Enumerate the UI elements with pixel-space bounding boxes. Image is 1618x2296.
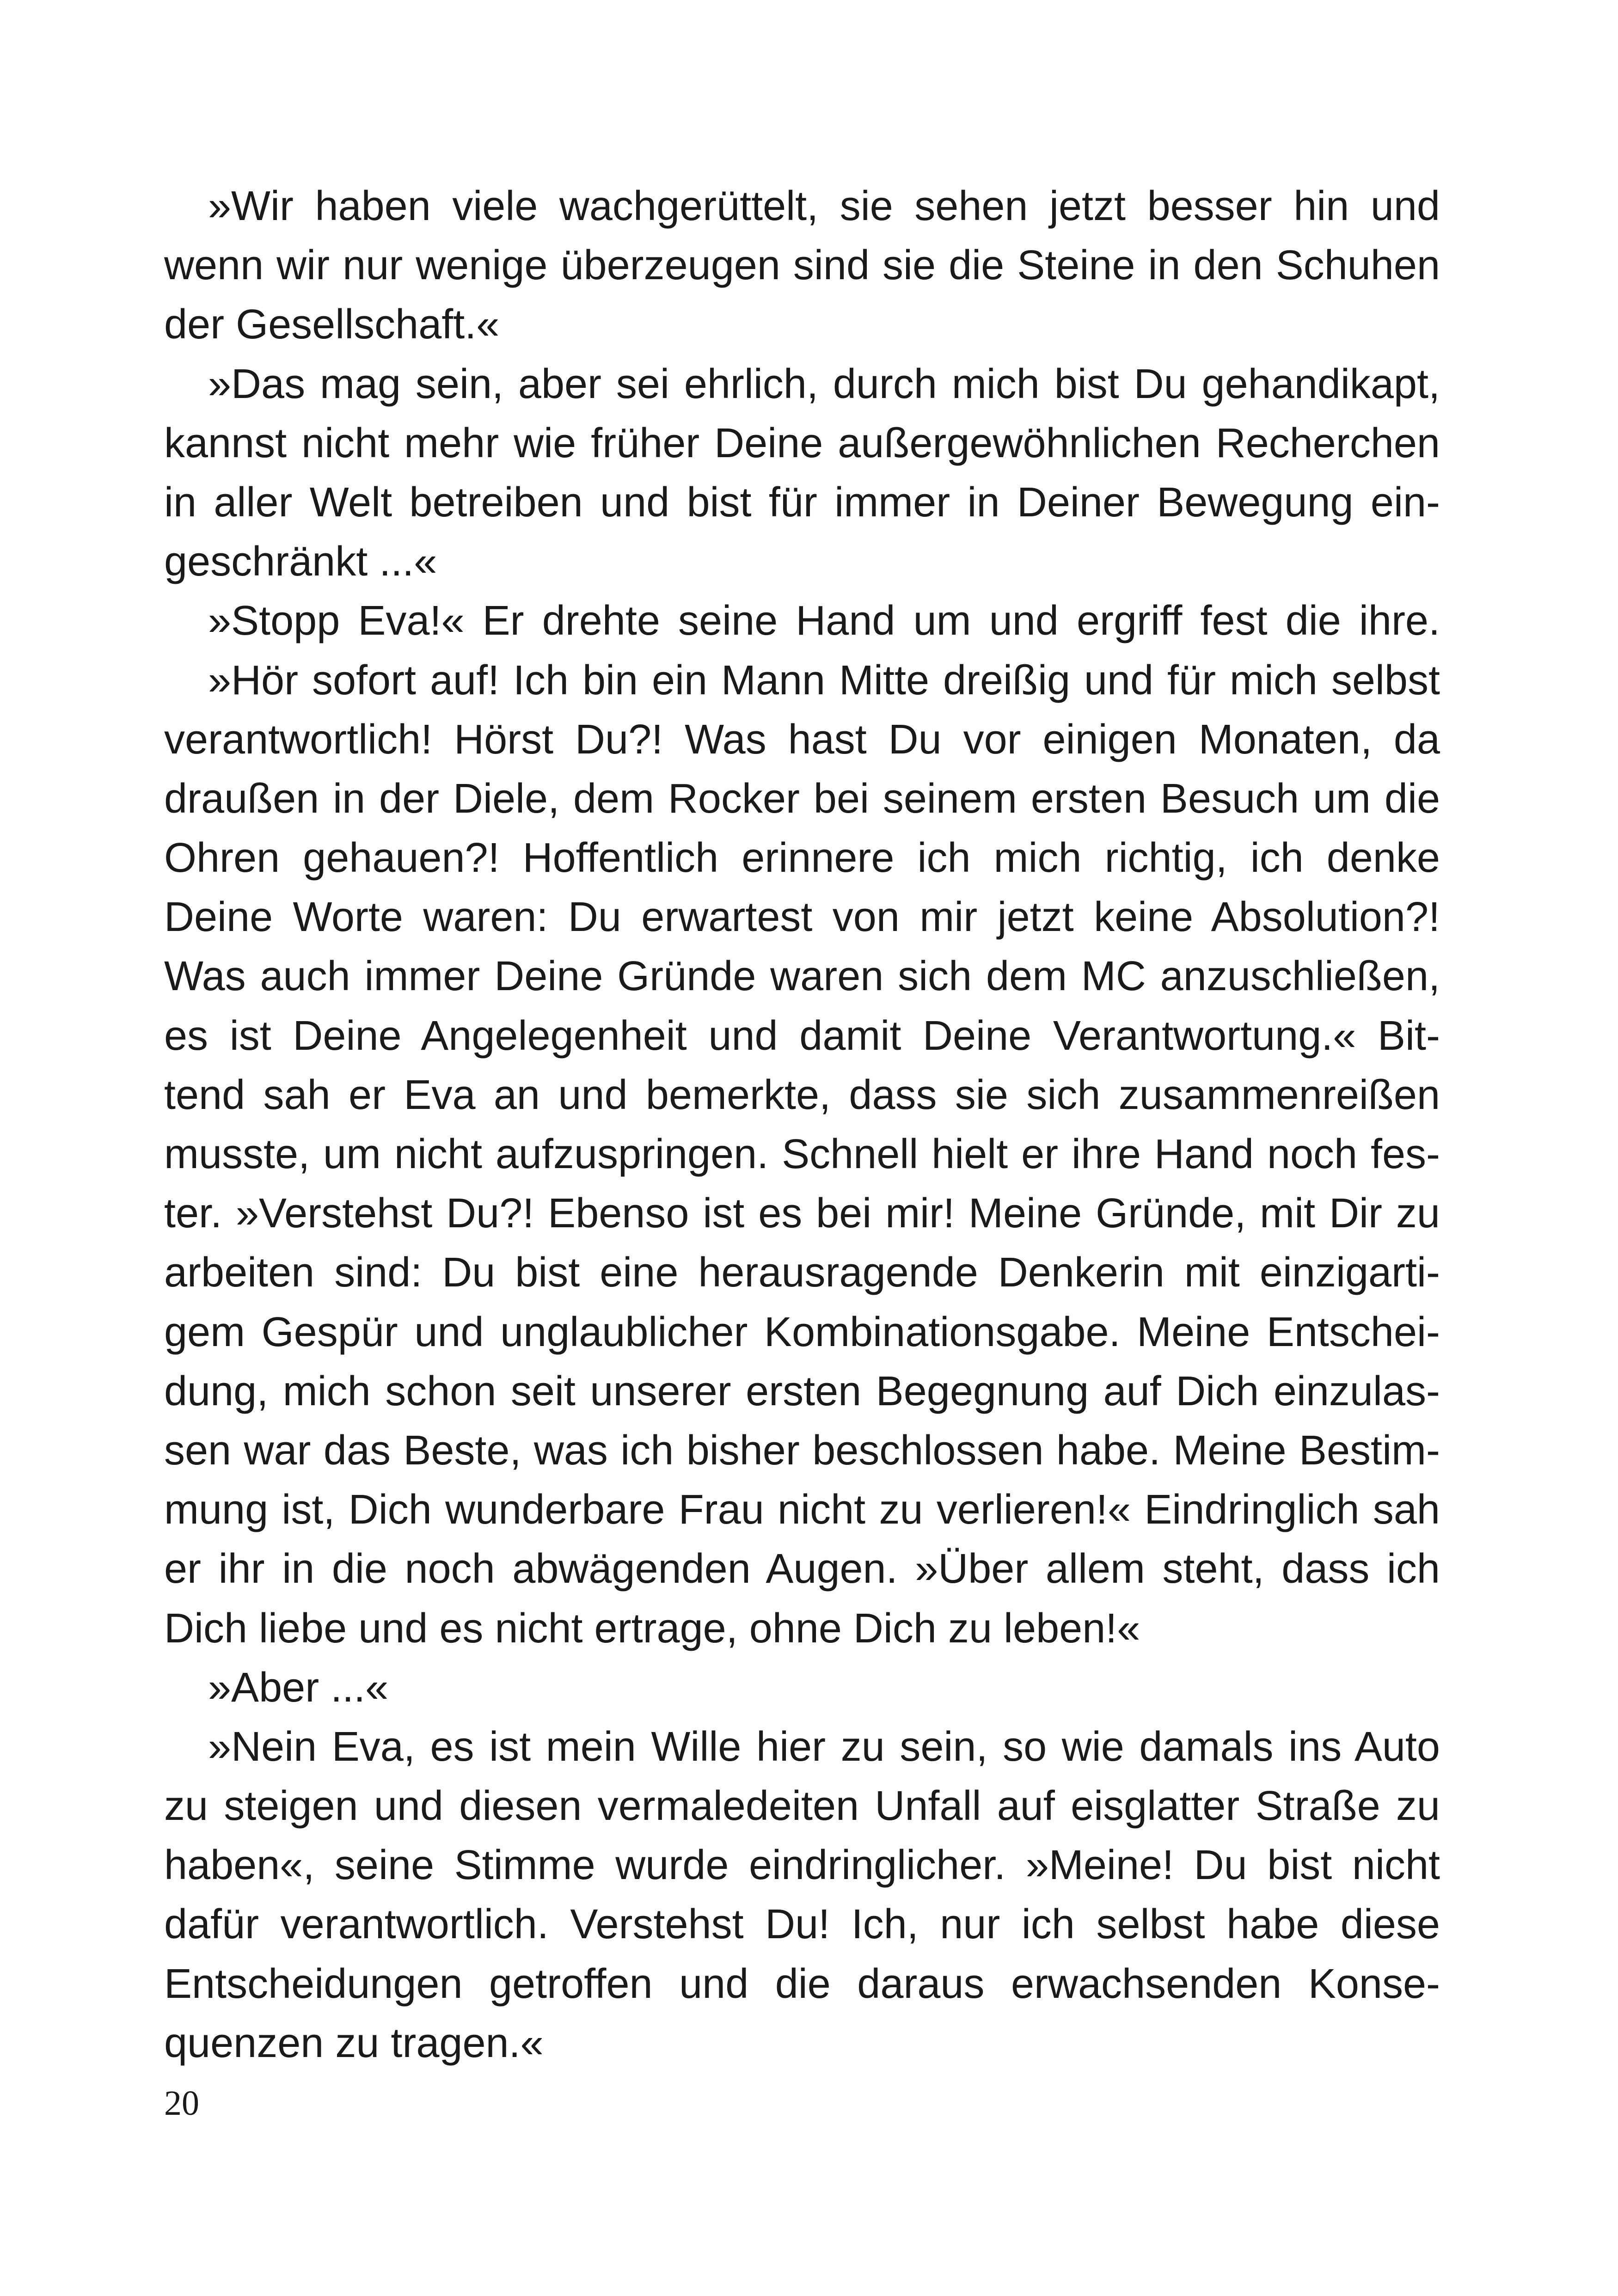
text-line: gem Gespür und unglaublicher Kombinationsgabe. Meine Entschei- (164, 1309, 1440, 1355)
text-line: »Aber ...« (208, 1664, 389, 1711)
text-line: »Wir haben viele wachgerüttelt, sie sehen jetzt besser hin und (208, 183, 1440, 229)
text-line: Entscheidungen getroffen und die daraus erwachsenden Konse- (164, 1960, 1440, 2007)
text-line: dung, mich schon seit unserer ersten Begegnung auf Dich einzulas- (164, 1368, 1440, 1414)
text-line: es ist Deine Angelegenheit und damit Deine Verantwortung.« Bit- (164, 1012, 1440, 1059)
text-line: der Gesellschaft.« (164, 301, 500, 348)
text-line: Was auch immer Deine Gründe waren sich dem MC anzuschließen, (164, 953, 1440, 1000)
text-line: er ihr in die noch abwägenden Augen. »Über allem steht, dass ich (164, 1546, 1440, 1592)
text-line: Dich liebe und es nicht ertrage, ohne Dich zu leben!« (164, 1605, 1140, 1652)
text-line: kannst nicht mehr wie früher Deine außergewöhnlichen Recherchen (164, 420, 1440, 466)
text-line: zu steigen und diesen vermaledeiten Unfall auf eisglatter Straße zu (164, 1783, 1440, 1830)
text-line: in aller Welt betreiben und bist für immer in Deiner Bewegung ein- (164, 479, 1440, 526)
text-line: sen war das Beste, was ich bisher beschlossen habe. Meine Bestim- (164, 1427, 1440, 1474)
page-number: 20 (164, 2084, 199, 2123)
text-line: quenzen zu tragen.« (164, 2020, 544, 2066)
text-line: draußen in der Diele, dem Rocker bei seinem ersten Besuch um die (164, 775, 1440, 822)
text-line: Ohren gehauen?! Hoffentlich erinnere ich mich richtig, ich denke (164, 835, 1440, 882)
text-line: musste, um nicht aufzuspringen. Schnell hielt er ihre Hand noch fes- (164, 1131, 1440, 1177)
text-line: verantwortlich! Hörst Du?! Was hast Du vor einigen Monaten, da (164, 716, 1440, 763)
text-line: Deine Worte waren: Du erwartest von mir jetzt keine Absolution?! (164, 894, 1440, 941)
body-text (164, 177, 1440, 2073)
text-line: dafür verantwortlich. Verstehst Du! Ich, nur ich selbst habe diese (164, 1901, 1440, 1948)
text-line: geschränkt ...« (164, 539, 437, 585)
text-line: haben«, seine Stimme wurde eindringlicher. »Meine! Du bist nicht (164, 1842, 1440, 1889)
text-line: ter. »Verstehst Du?! Ebenso ist es bei mir! Meine Gründe, mit Dir zu (164, 1190, 1440, 1237)
text-line: wenn wir nur wenige überzeugen sind sie die Steine in den Schuhen (164, 242, 1440, 289)
text-line: »Stopp Eva!« Er drehte seine Hand um und ergriff fest die ihre. (208, 598, 1440, 644)
text-line: »Nein Eva, es ist mein Wille hier zu sein, so wie damals ins Auto (208, 1723, 1440, 1770)
text-line: »Hör sofort auf! Ich bin ein Mann Mitte dreißig und für mich selbst (208, 657, 1440, 704)
text-line: tend sah er Eva an und bemerkte, dass sie sich zusammenreißen (164, 1071, 1440, 1118)
text-line: mung ist, Dich wunderbare Frau nicht zu verlieren!« Eindringlich sah (164, 1487, 1440, 1533)
text-line: »Das mag sein, aber sei ehrlich, durch mich bist Du gehandikapt, (208, 361, 1440, 407)
text-line: arbeiten sind: Du bist eine herausragende Denkerin mit einzigarti- (164, 1249, 1440, 1296)
